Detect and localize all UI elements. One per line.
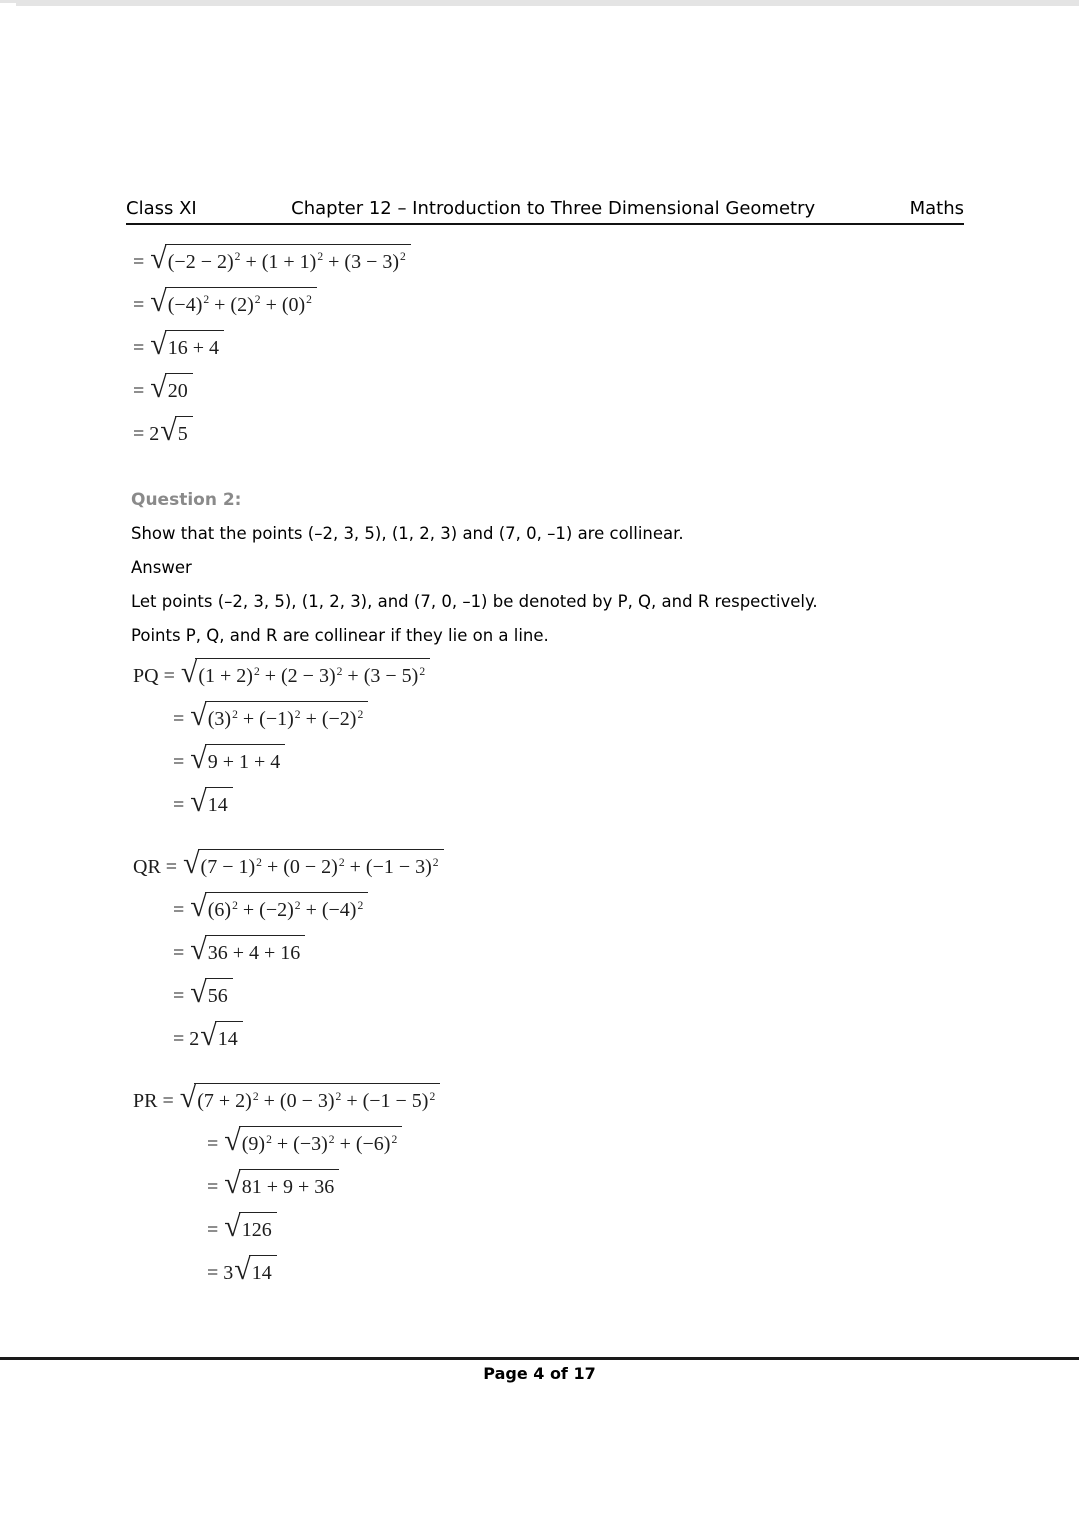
sqrt-expression <box>224 1126 402 1156</box>
math-text: = <box>173 985 190 1008</box>
superscript: 2 <box>317 250 324 264</box>
superscript: 2 <box>336 664 343 678</box>
question-heading: Question 2: <box>131 490 242 510</box>
answer-statement-1: Let points (–2, 3, 5), (1, 2, 3), and (7, 0, –1) be denoted by P, Q, and R respectively. <box>131 592 818 612</box>
math-text: = <box>173 899 190 922</box>
math-text: = <box>173 942 190 965</box>
sqrt-expression <box>150 373 192 403</box>
sqrt-expression <box>234 1255 276 1285</box>
radicand-content <box>197 1090 435 1112</box>
math-text: (9) <box>241 1133 266 1156</box>
math-text: (−4) <box>167 294 203 316</box>
page-number: Page 4 of 17 <box>483 1364 596 1383</box>
radicand <box>239 1169 340 1199</box>
equation-line <box>173 978 979 1008</box>
superscript: 2 <box>294 707 301 721</box>
superscript: 2 <box>419 664 426 678</box>
math-text: = <box>207 1219 224 1242</box>
equation-line <box>207 1255 979 1285</box>
radical-sign-icon: √ <box>190 699 207 733</box>
equation-line <box>133 849 979 879</box>
radical-sign-icon: √ <box>224 1124 241 1158</box>
math-text: + (0 − 3) <box>258 1090 335 1113</box>
math-text: = <box>133 251 150 273</box>
math-text: = <box>207 1176 224 1199</box>
radicand <box>175 416 193 446</box>
equation-line <box>207 1212 979 1242</box>
math-text: + (−1) <box>237 708 294 731</box>
superscript: 2 <box>252 1089 259 1103</box>
superscript: 2 <box>432 855 439 869</box>
radical-sign-icon: √ <box>224 1167 241 1201</box>
radical-sign-icon: √ <box>160 414 177 447</box>
superscript: 2 <box>328 1132 335 1146</box>
radical-sign-icon: √ <box>200 1019 217 1053</box>
math-text: + (0 − 2) <box>261 856 338 879</box>
radical-sign-icon: √ <box>179 1081 197 1115</box>
radical-sign-icon: √ <box>180 656 198 690</box>
radicand-content <box>242 1133 398 1155</box>
math-text: 9 + 1 + 4 <box>207 751 281 774</box>
superscript: 2 <box>306 293 312 307</box>
footer-rule <box>0 1357 1079 1360</box>
equation-line <box>173 787 979 817</box>
math-text: = <box>207 1133 224 1156</box>
superscript: 2 <box>294 898 301 912</box>
header-chapter-title: Chapter 12 – Introduction to Three Dimensional Geometry <box>291 198 816 219</box>
math-text: (7 + 2) <box>197 1090 252 1113</box>
math-text: = 3 <box>207 1262 234 1285</box>
radical-sign-icon: √ <box>150 242 167 275</box>
radicand <box>194 1083 440 1113</box>
math-text: (1 + 2) <box>198 665 253 688</box>
radicand <box>205 787 233 817</box>
math-text: = <box>173 708 190 731</box>
math-text: 14 <box>217 1028 238 1051</box>
radicand-content <box>168 294 312 316</box>
superscript: 2 <box>266 1132 272 1146</box>
math-text: (3) <box>207 708 232 731</box>
viewer-top-notch <box>0 3 16 12</box>
math-text: = <box>173 751 190 774</box>
sqrt-expression <box>150 287 317 317</box>
equation-block-pr <box>133 1083 979 1285</box>
radical-sign-icon: √ <box>224 1210 241 1244</box>
superscript: 2 <box>400 250 406 264</box>
math-text: 16 + 4 <box>167 337 220 359</box>
radicand-content <box>178 423 188 445</box>
radicand <box>195 658 430 688</box>
math-text: = <box>133 337 150 359</box>
math-text: + (−1 − 3) <box>344 856 432 879</box>
radicand <box>165 373 193 403</box>
equation-line <box>133 1083 979 1113</box>
math-text: + (1 + 1) <box>240 251 317 273</box>
radical-sign-icon: √ <box>190 785 207 819</box>
radicand <box>205 744 286 774</box>
radical-sign-icon: √ <box>150 328 167 361</box>
superscript: 2 <box>338 855 345 869</box>
radical-sign-icon: √ <box>150 285 167 318</box>
math-text: QR = <box>133 856 183 879</box>
sqrt-expression <box>224 1169 339 1199</box>
superscript: 2 <box>203 293 210 307</box>
radicand-content <box>168 251 406 273</box>
radical-sign-icon: √ <box>190 976 207 1010</box>
math-text: (7 − 1) <box>200 856 256 879</box>
math-text: = <box>133 380 150 402</box>
superscript: 2 <box>256 855 262 869</box>
radicand-content <box>208 942 301 964</box>
radicand <box>215 1021 243 1051</box>
superscript: 2 <box>357 898 364 912</box>
radicand-content <box>168 380 188 402</box>
superscript: 2 <box>429 1089 436 1103</box>
math-text: 14 <box>251 1262 272 1285</box>
sqrt-expression <box>224 1212 276 1242</box>
math-text: + (2 − 3) <box>259 665 336 688</box>
equation-line <box>173 1021 979 1051</box>
superscript: 2 <box>232 898 238 912</box>
math-text: 5 <box>177 423 188 445</box>
equation-block-pq <box>133 658 979 817</box>
radicand <box>165 287 317 317</box>
viewer-top-strip <box>0 0 1079 6</box>
radicand <box>205 978 233 1008</box>
sqrt-expression <box>150 330 224 360</box>
math-text: (6) <box>207 899 232 922</box>
math-text: 36 + 4 + 16 <box>207 942 301 965</box>
radicand-content <box>242 1176 335 1198</box>
math-text: (−2 − 2) <box>167 251 234 273</box>
math-text: = <box>173 794 190 817</box>
radicand <box>165 244 411 274</box>
math-text: + (−3) <box>271 1133 328 1156</box>
radical-sign-icon: √ <box>234 1253 251 1287</box>
equation-line <box>173 892 979 922</box>
radicand <box>205 935 306 965</box>
superscript: 2 <box>357 707 364 721</box>
equation-line <box>173 935 979 965</box>
radicand <box>205 892 369 922</box>
radicand-content <box>242 1219 272 1241</box>
math-text: 56 <box>207 985 228 1008</box>
header-class-label: Class XI <box>126 198 197 219</box>
radical-sign-icon: √ <box>190 890 207 924</box>
equation-line <box>133 287 979 317</box>
sqrt-expression <box>180 1083 441 1113</box>
radicand <box>239 1212 277 1242</box>
math-text: + (−1 − 5) <box>341 1090 429 1113</box>
equation-block-qr <box>133 849 979 1051</box>
radicand-content <box>198 665 425 687</box>
equation-line <box>133 244 979 274</box>
document-header <box>126 198 964 225</box>
radicand <box>165 330 224 360</box>
radicand <box>205 701 369 731</box>
equation-line <box>173 744 979 774</box>
math-text: 20 <box>167 380 188 402</box>
radicand-content <box>168 337 219 359</box>
radicand <box>198 849 444 879</box>
math-text: PR = <box>133 1090 179 1113</box>
math-text: + (−2) <box>300 708 357 731</box>
math-text: = <box>133 294 150 316</box>
math-text: + (−4) <box>300 899 357 922</box>
radical-sign-icon: √ <box>190 933 207 967</box>
equation-block-distance-result <box>133 244 979 446</box>
answer-statement-2: Points P, Q, and R are collinear if they lie on a line. <box>131 626 549 646</box>
equation-line <box>133 416 979 446</box>
math-text: + (−6) <box>334 1133 391 1156</box>
math-text: + (0) <box>260 294 306 316</box>
equation-line <box>207 1126 979 1156</box>
radicand-content <box>218 1028 238 1050</box>
superscript: 2 <box>335 1089 342 1103</box>
equation-line <box>207 1169 979 1199</box>
radical-sign-icon: √ <box>150 371 167 404</box>
math-text: PQ = <box>133 665 180 688</box>
superscript: 2 <box>253 664 260 678</box>
sqrt-expression <box>190 787 232 817</box>
equation-line <box>133 373 979 403</box>
sqrt-expression <box>181 658 430 688</box>
equation-line <box>133 330 979 360</box>
sqrt-expression <box>150 244 411 274</box>
radical-sign-icon: √ <box>190 742 207 776</box>
math-text: + (3 − 5) <box>342 665 419 688</box>
radical-sign-icon: √ <box>183 847 200 881</box>
sqrt-expression <box>160 416 192 446</box>
header-subject-label: Maths <box>909 198 964 219</box>
sqrt-expression <box>190 701 368 731</box>
question-text: Show that the points (–2, 3, 5), (1, 2, 3) and (7, 0, –1) are collinear. <box>131 524 684 543</box>
sqrt-expression <box>200 1021 242 1051</box>
sqrt-expression <box>190 935 305 965</box>
math-text: + (2) <box>209 294 254 316</box>
math-text: 14 <box>207 794 228 817</box>
superscript: 2 <box>234 250 241 264</box>
superscript: 2 <box>254 293 261 307</box>
sqrt-expression <box>190 892 368 922</box>
math-text: 126 <box>241 1219 272 1242</box>
radicand <box>249 1255 277 1285</box>
math-text: = 2 <box>173 1028 200 1051</box>
radicand-content <box>208 794 228 816</box>
radicand-content <box>208 751 281 773</box>
radicand-content <box>208 708 364 730</box>
radicand <box>239 1126 403 1156</box>
superscript: 2 <box>391 1132 398 1146</box>
sqrt-expression <box>183 849 444 879</box>
sqrt-expression <box>190 978 232 1008</box>
radicand-content <box>252 1262 272 1284</box>
equation-line <box>133 658 979 688</box>
equation-line <box>173 701 979 731</box>
radicand-content <box>208 899 364 921</box>
math-text: 81 + 9 + 36 <box>241 1176 335 1199</box>
sqrt-expression <box>190 744 285 774</box>
document-body <box>131 230 979 1298</box>
radicand-content <box>208 985 228 1007</box>
math-text: + (3 − 3) <box>323 251 400 273</box>
radicand-content <box>201 856 439 878</box>
answer-label: Answer <box>131 558 192 578</box>
superscript: 2 <box>232 707 238 721</box>
math-text: = 2 <box>133 423 160 445</box>
math-text: + (−2) <box>237 899 294 922</box>
